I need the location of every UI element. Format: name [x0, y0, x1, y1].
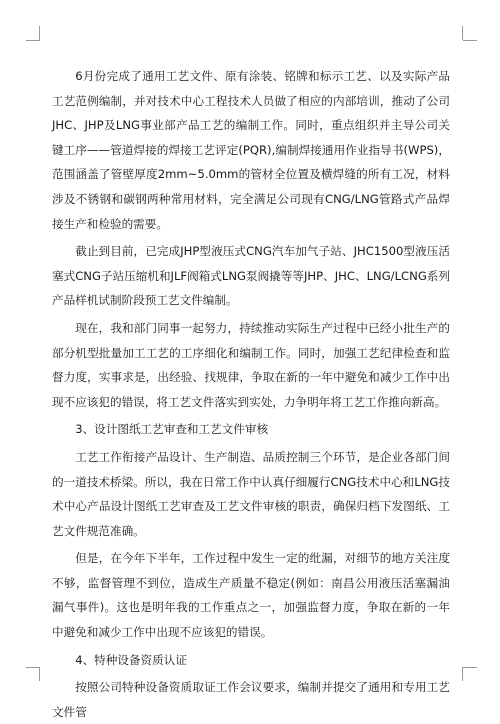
- crop-mark-bottom-right: [462, 667, 463, 681]
- paragraph-prototype-docs: 截止到目前，已完成JHP型液压式CNG汽车加气子站、JHC1500型液压活塞式CNG子站压缩机和JLF阀箱式LNG泵阀撬等等JHP、JHC、LNG/LCNG系列产品样机试制阶段预工艺文件编制。: [52, 244, 450, 308]
- crop-mark-top-left: [39, 26, 40, 40]
- crop-mark-bottom-right: [463, 667, 477, 668]
- document-body: [52, 64, 450, 724]
- section-heading-4: 4、特种设备资质认证: [75, 652, 187, 667]
- section-heading-3: 3、设计图纸工艺审查和工艺文件审核: [75, 422, 269, 437]
- paragraph-issues: 但是，在今年下半年，工作过程中发生一定的纰漏，对细节的地方关注度不够，监督管理不到位，造成生产质量不稳定(例如：南昌公用液压活塞漏油漏气事件)。这也是明年我的工作重点之一，加强监督力度，争取在新的一年中避免和减少工作中出现不应该犯的错误。: [52, 551, 450, 640]
- paragraph-process-bridge: 工艺工作衔接产品设计、生产制造、品质控制三个环节，是企业各部门间的一道技术桥梁。所以，我在日常工作中认真仔细履行CNG技术中心和LNG技术中心产品设计图纸工艺审查及工艺文件审核的职责，确保归档下发图纸、工艺文件规范准确。: [52, 449, 450, 538]
- crop-mark-bottom-left: [26, 667, 40, 668]
- paragraph-current-work: 现在，我和部门同事一起努力，持续推动实际生产过程中已经小批生产的部分机型批量加工工艺的工序细化和编制工作。同时，加强工艺纪律检查和监督力度，实事求是，出经验、找规律，争取在新的一年中避免和减少工作中出现不应该犯的错误，将工艺文件落实到实处，力争明年将工艺工作推向新高。: [52, 320, 450, 409]
- crop-mark-top-right: [463, 40, 477, 41]
- paragraph-certification: 按照公司特种设备资质取证工作会议要求，编制并提交了通用和专用工艺文件管: [52, 680, 450, 719]
- crop-mark-bottom-left: [39, 667, 40, 681]
- paragraph-june-work: 6月份完成了通用工艺文件、原有涂装、铭牌和标示工艺、以及实际产品工艺范例编制，并对技术中心工程技术人员做了相应的内部培训，推动了公司JHC、JHP及LNG事业部产品工艺的编制工作。同时，重点组织并主导公司关键工序——管道焊接的焊接工艺评定(PQR),编制焊接通用作业指导书(WPS)，范围涵盖了管壁厚度2mm~5.0mm的管材全位置及横焊缝的所有工况，材料涉及不锈钢和碳钢两种常用材料，完全满足公司现有CNG/LNG管路式产品焊接生产和检验的需要。: [52, 69, 450, 231]
- crop-mark-top-left: [26, 40, 40, 41]
- crop-mark-top-right: [462, 26, 463, 40]
